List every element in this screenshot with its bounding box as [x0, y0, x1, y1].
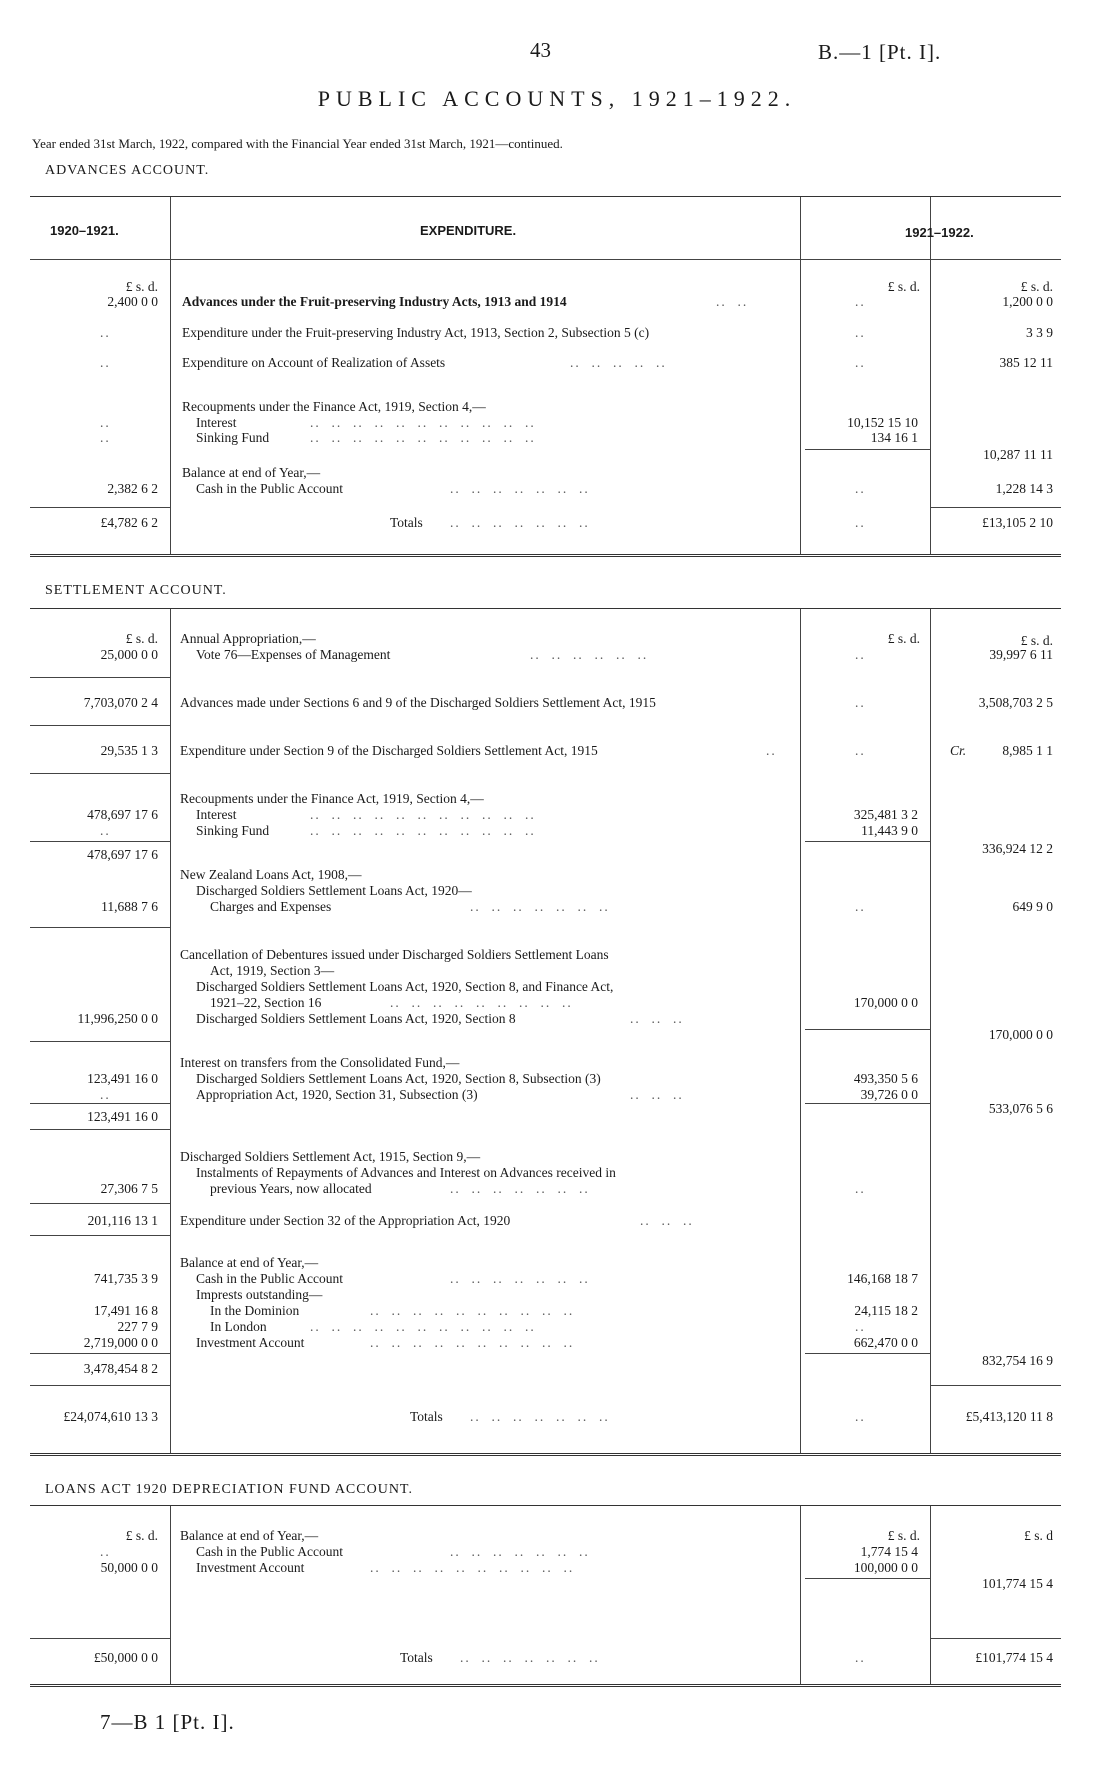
ln-totals-curr: £101,774 15 4 — [975, 1650, 1053, 1665]
st-g-sub-prev: 123,491 16 0 — [87, 1109, 158, 1124]
adv-r5-desc: Cash in the Public Account — [196, 481, 343, 496]
st-h-head: Discharged Soldiers Settlement Act, 1915, Section 9,— — [180, 1149, 481, 1164]
ln-invest-amt: 100,000 0 0 — [853, 1560, 918, 1575]
adv-r3-curr: 385 12 11 — [999, 355, 1053, 370]
adv-r5-head: Balance at end of Year,— — [182, 465, 321, 480]
adv-r2-curr: 3 3 9 — [1026, 325, 1053, 340]
ln-cash-amt: 1,774 15 4 — [860, 1544, 918, 1559]
st-g-l2: Appropriation Act, 1920, Section 31, Subsection (3) — [196, 1087, 478, 1102]
page-subtitle: Year ended 31st March, 1922, compared with the Financial Year ended 31st March, 1921—continued. — [32, 136, 563, 151]
st-f-l5: Discharged Soldiers Settlement Loans Act, 1920, Section 8 — [196, 1011, 516, 1026]
document-reference: B.—1 [Pt. I]. — [818, 40, 942, 64]
units-curr: £ s. d. — [1020, 279, 1053, 294]
st-c-prev: 29,535 1 3 — [100, 743, 158, 758]
adv-r1-desc: Advances under the Fruit-preserving Industry Acts, 1913 and 1914 — [182, 294, 567, 309]
adv-r4-sinking: Sinking Fund — [196, 430, 270, 445]
st-d-curr: 336,924 12 2 — [982, 841, 1053, 856]
st-a-curr: 39,997 6 11 — [989, 647, 1053, 662]
st-totals-prev: £24,074,610 13 3 — [63, 1409, 158, 1424]
adv-r4-sinking-amt: 134 16 1 — [870, 430, 918, 445]
ln-totals-prev: £50,000 0 0 — [93, 1650, 158, 1665]
st-g-head: Interest on transfers from the Consolidated Fund,— — [180, 1055, 460, 1070]
st-a-prev: 25,000 0 0 — [100, 647, 158, 662]
st-f-l3: Discharged Soldiers Settlement Loans Act, 1920, Section 8, and Finance Act, — [196, 979, 614, 994]
st-g-l1: Discharged Soldiers Settlement Loans Act, 1920, Section 8, Subsection (3) — [196, 1071, 601, 1086]
st-c-desc: Expenditure under Section 9 of the Discharged Soldiers Settlement Act, 1915 — [180, 743, 598, 758]
ln-invest-prev: 50,000 0 0 — [100, 1560, 158, 1575]
adv-totals-label: Totals — [390, 515, 423, 530]
st-j-invest-prev: 2,719,000 0 0 — [83, 1335, 158, 1350]
settlement-heading: SETTLEMENT ACCOUNT. — [45, 583, 227, 598]
st-j-dominion-prev: 17,491 16 8 — [93, 1303, 158, 1318]
st-d-sinking: Sinking Fund — [196, 823, 270, 838]
st-c-cr: Cr. — [950, 743, 967, 758]
col-header-expenditure: EXPENDITURE. — [420, 223, 517, 238]
st-j-cash: Cash in the Public Account — [196, 1271, 343, 1286]
st-h-l2: previous Years, now allocated — [210, 1181, 372, 1196]
adv-r2-desc: Expenditure under the Fruit-preserving Industry Act, 1913, Section 2, Subsection 5 (c) — [182, 325, 650, 340]
units-mid: £ s. d. — [887, 279, 920, 294]
st-units-mid: £ s. d. — [887, 631, 920, 646]
st-j-dominion: In the Dominion — [210, 1303, 300, 1318]
ln-units-prev: £ s. d. — [125, 1528, 158, 1543]
st-d-sub-prev: 478,697 17 6 — [87, 847, 158, 862]
st-totals-curr: £5,413,120 11 8 — [965, 1409, 1053, 1424]
st-d-interest-amt: 325,481 3 2 — [853, 807, 918, 822]
page-number: 43 — [530, 38, 551, 62]
footer-signature: 7—B 1 [Pt. I]. — [100, 1710, 235, 1734]
st-j-invest-amt: 662,470 0 0 — [853, 1335, 918, 1350]
adv-r3-desc: Expenditure on Account of Realization of Assets — [182, 355, 446, 370]
ln-units-curr: £ s. d — [1024, 1528, 1053, 1543]
st-j-sub-prev: 3,478,454 8 2 — [83, 1361, 158, 1376]
st-e-head: New Zealand Loans Act, 1908,— — [180, 867, 362, 882]
st-j-cash-prev: 741,735 3 9 — [93, 1271, 158, 1286]
st-j-head: Balance at end of Year,— — [180, 1255, 319, 1270]
st-j-curr: 832,754 16 9 — [982, 1353, 1053, 1368]
st-b-prev: 7,703,070 2 4 — [83, 695, 158, 710]
adv-r4-head: Recoupments under the Finance Act, 1919, Section 4,— — [182, 399, 486, 414]
st-g-curr: 533,076 5 6 — [988, 1101, 1053, 1116]
adv-totals-curr: £13,105 2 10 — [982, 515, 1053, 530]
st-j-london-prev: 227 7 9 — [117, 1319, 158, 1334]
ln-invest: Investment Account — [196, 1560, 305, 1575]
st-h-l1: Instalments of Repayments of Advances and Interest on Advances received in — [196, 1165, 616, 1180]
advances-table: 1920–1921. EXPENDITURE. 1921–1922. £ s. d. £ s. d. £ s. d. 2,400 0 0 Advances under the Fruit-preserving Industry Acts, 1913 and 1914 .. .. .. 1,200 0 0 .. Expenditure under the Fruit-preserving Industry Act, 1913, Section 2, Subsection 5 (c) .. 3 3 9 .. Expenditure on Account of Realization of Assets .. .. .. .. .. .. 385 12 11 Recoupments under the Finance Act, 1919, Section 4,— .. Interest .. .. .. .. .. .. .. .. .. .. .. 10,152 15 10 .. Sinking Fund .. .. .. .. .. .. .. .. .. .. .. 134 16 1 10,287 11 11 Balance at end of Year,— 2,382 6 2 Cash in the Public Account .. .. .. .. .. .. .. .. 1,228 14 3 £4,782 6 2 Totals .. .. .. .. .. .. .. .. £13,105 2 10 — [30, 196, 1061, 557]
st-i-desc: Expenditure under Section 32 of the Appropriation Act, 1920 — [180, 1213, 511, 1228]
ln-totals-label: Totals — [400, 1650, 433, 1665]
ln-curr: 101,774 15 4 — [982, 1576, 1053, 1591]
adv-r4-interest-amt: 10,152 15 10 — [847, 415, 918, 430]
st-j-imprests: Imprests outstanding— — [196, 1287, 323, 1302]
st-g-prev: 123,491 16 0 — [87, 1071, 158, 1086]
ln-cash: Cash in the Public Account — [196, 1544, 343, 1559]
st-b-desc: Advances made under Sections 6 and 9 of the Discharged Soldiers Settlement Act, 1915 — [180, 695, 656, 710]
st-j-dominion-amt: 24,115 18 2 — [854, 1303, 918, 1318]
adv-r5-prev: 2,382 6 2 — [107, 481, 158, 496]
st-f-l2: Act, 1919, Section 3— — [210, 963, 335, 978]
st-f-l4: 1921–22, Section 16 — [210, 995, 322, 1010]
st-units-curr: £ s. d. — [1020, 633, 1053, 648]
adv-r5-curr: 1,228 14 3 — [995, 481, 1053, 496]
st-e-prev: 11,688 7 6 — [101, 899, 158, 914]
st-totals-label: Totals — [410, 1409, 443, 1424]
adv-r4-total: 10,287 11 11 — [983, 447, 1053, 462]
st-f-l1: Cancellation of Debentures issued under Discharged Soldiers Settlement Loans — [180, 947, 609, 962]
st-i-prev: 201,116 13 1 — [87, 1213, 158, 1228]
col-header-1921-1922: 1921–1922. — [905, 225, 974, 240]
units-prev: £ s. d. — [125, 279, 158, 294]
adv-r1-prev: 2,400 0 0 — [107, 294, 158, 309]
ln-head: Balance at end of Year,— — [180, 1528, 319, 1543]
st-d-interest-prev: 478,697 17 6 — [87, 807, 158, 822]
st-j-london: In London — [210, 1319, 267, 1334]
settlement-table: £ s. d. £ s. d. £ s. d. Annual Appropriation,— 25,000 0 0 Vote 76—Expenses of Management .. .. .. .. .. .. .. 39,997 6 11 7,703,070 2 4 Advances made under Sections 6 and 9 of the Discharged Soldiers Settlement Act, 1915 .. 3,508,703 2 5 29,535 1 3 Expenditure under Section 9 of the Discharged Soldiers Settlement Act, 1915 .. .. Cr. 8,985 1 1 Recoupments under the Finance Act, 1919, Section 4,— 478,697 17 6 Interest .. .. .. .. .. .. .. .. .. .. .. 325,481 3 2 .. Sinking Fund .. .. .. .. .. .. .. .. .. .. .. 11,443 9 0 478,697 17 6 336,924 12 2 New Zealand Loans Act, 1908,— Discharged Soldiers Settlement Loans Act, 1920— 11,688 7 6 Charges and Expenses .. .. .. .. .. .. .. .. 649 9 0 Cancellation of Debentures issued under Discharged Soldiers Settlement Loans Act, 1919, Section 3— Discharged Soldiers Settlement Loans Act, 1920, Section 8, and Finance Act, 1921–22, Section 16 .. .. .. .. .. .. .. .. .. 170,000 0 0 11,996,250 0 0 Discharged Soldiers Settlement Loans Act, 1920, Section 8 .. .. .. 170,000 0 0 Interest on transfers from the Consolidated Fund,— 123,491 16 0 Discharged Soldiers Settlement Loans Act, 1920, Section 8, Subsection (3) 493,350 5 6 .. Appropriation Act, 1920, Section 31, Subsection (3) .. .. .. 39,726 0 0 123,491 16 0 533,076 5 6 Discharged Soldiers Settlement Act, 1915, Section 9,— Instalments of Repayments of Advances and Interest on Advances received in 27,306 7 5 previous Years, now allocated .. .. .. .. .. .. .. .. 201,116 13 1 Expenditure under Section 32 of the Appropriation Act, 1920 .. .. .. Balance at end of Year,— 741,735 3 9 Cash in the Public Account .. .. .. .. .. .. .. 146,168 18 7 Imprests outstanding— 17,491 16 8 In the Dominion .. .. .. .. .. .. .. .. .. .. 24,115 18 2 227 7 9 In London .. .. .. .. .. .. .. .. .. .. .. .. 2,719,000 0 0 Investment Account .. .. .. .. .. .. .. .. .. .. 662,470 0 0 3,478,454 8 2 832,754 16 9 £24,074,610 13 3 Totals .. .. .. .. .. .. .. .. £5,413,120 11 8 — [30, 608, 1061, 1456]
loans-heading: LOANS ACT 1920 DEPRECIATION FUND ACCOUNT. — [45, 1482, 413, 1497]
adv-r4-interest: Interest — [196, 415, 237, 430]
adv-r1-curr: 1,200 0 0 — [1002, 294, 1053, 309]
st-f-curr: 170,000 0 0 — [988, 1027, 1053, 1042]
st-e-curr: 649 9 0 — [1012, 899, 1053, 914]
st-a-head: Annual Appropriation,— — [180, 631, 316, 646]
st-d-head: Recoupments under the Finance Act, 1919, Section 4,— — [180, 791, 484, 806]
st-f-amt: 170,000 0 0 — [853, 995, 918, 1010]
st-j-cash-amt: 146,168 18 7 — [847, 1271, 918, 1286]
st-units-prev: £ s. d. — [125, 631, 158, 646]
st-d-sinking-amt: 11,443 9 0 — [861, 823, 918, 838]
col-header-1920-1921: 1920–1921. — [50, 223, 119, 238]
adv-totals-prev: £4,782 6 2 — [100, 515, 158, 530]
st-g-amt2: 39,726 0 0 — [860, 1087, 918, 1102]
st-h-prev: 27,306 7 5 — [100, 1181, 158, 1196]
st-b-curr: 3,508,703 2 5 — [978, 695, 1053, 710]
st-a-desc: Vote 76—Expenses of Management — [196, 647, 391, 662]
ln-units-mid: £ s. d. — [887, 1528, 920, 1543]
st-j-invest: Investment Account — [196, 1335, 305, 1350]
st-e-desc: Charges and Expenses — [210, 899, 332, 914]
page-title: PUBLIC ACCOUNTS, 1921–1922. — [317, 86, 797, 111]
st-f-prev: 11,996,250 0 0 — [77, 1011, 158, 1026]
st-g-amt1: 493,350 5 6 — [853, 1071, 918, 1086]
st-d-interest: Interest — [196, 807, 237, 822]
st-c-curr: 8,985 1 1 — [1002, 743, 1053, 758]
st-e-sub: Discharged Soldiers Settlement Loans Act, 1920— — [196, 883, 472, 898]
advances-heading: ADVANCES ACCOUNT. — [45, 163, 210, 178]
loans-table: £ s. d. £ s. d. £ s. d Balance at end of Year,— .. Cash in the Public Account .. .. .. .. .. .. .. 1,774 15 4 50,000 0 0 Investment Account .. .. .. .. .. .. .. .. .. .. 100,000 0 0 101,774 15 4 £50,000 0 0 Totals .. .. .. .. .. .. .. .. £101,774 15 4 — [30, 1505, 1061, 1687]
